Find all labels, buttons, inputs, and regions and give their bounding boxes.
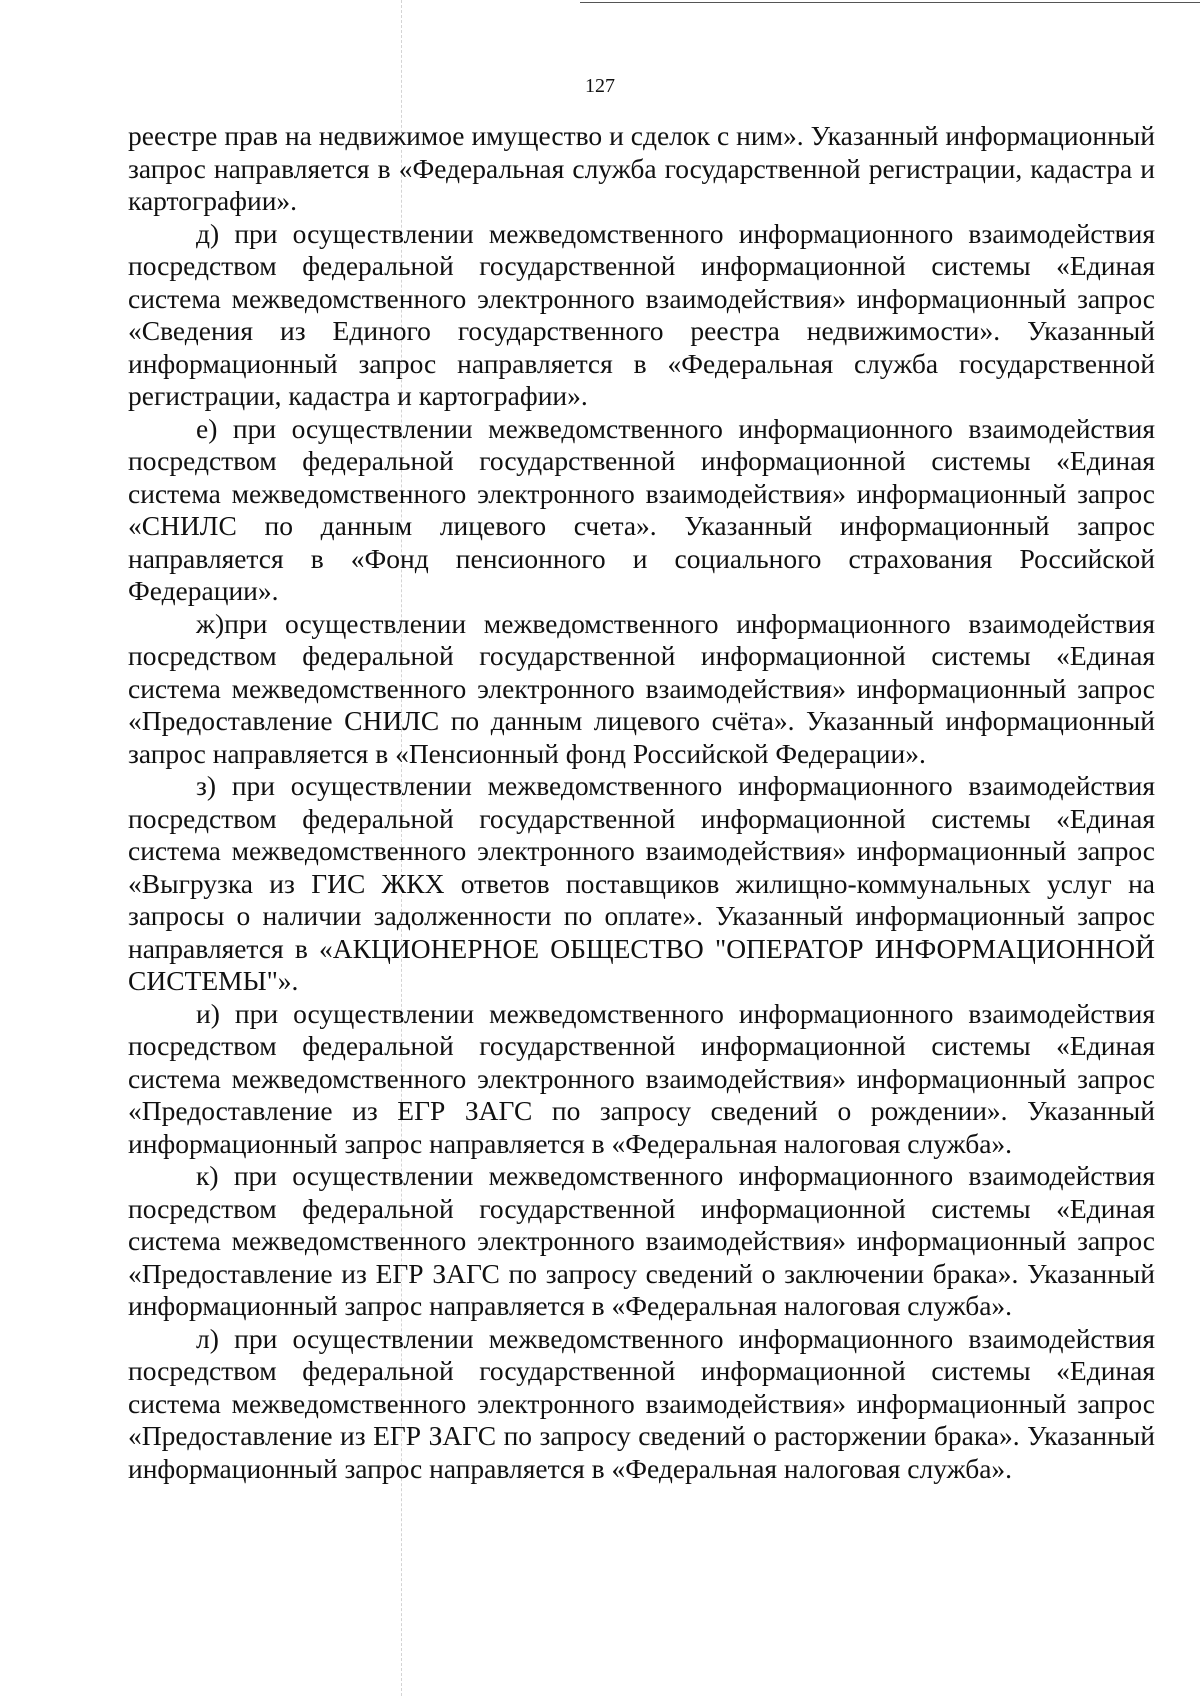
page-number: 127 bbox=[585, 75, 615, 97]
paragraph-item-k: к) при осуществлении межведомственного информационного взаимодействия посредством федеральной государственной информационной системы «Единая система межведомственного электронного взаимодействия» информационный запрос «Предоставление из ЕГР ЗАГС по запросу сведений о заключении брака». Указанный информационный запрос направляется в «Федеральная налоговая служба». bbox=[128, 1160, 1155, 1321]
paragraph-item-l: л) при осуществлении межведомственного информационного взаимодействия посредством федеральной государственной информационной системы «Единая система межведомственного электронного взаимодействия» информационный запрос «Предоставление из ЕГР ЗАГС по запросу сведений о расторжении брака». Указанный информационный запрос направляется в «Федеральная налоговая служба». bbox=[128, 1322, 1155, 1484]
document-body bbox=[128, 120, 1155, 1485]
scan-edge-line bbox=[580, 2, 1200, 3]
paragraph-continuation: реестре прав на недвижимое имущество и сделок с ним». Указанный информационный запрос направляется в «Федеральная служба государственной регистрации, кадастра и картографии». bbox=[128, 120, 1155, 216]
paragraph-item-i: и) при осуществлении межведомственного информационного взаимодействия посредством федеральной государственной информационной системы «Единая система межведомственного электронного взаимодействия» информационный запрос «Предоставление из ЕГР ЗАГС по запросу сведений о рождении». Указанный информационный запрос направляется в «Федеральная налоговая служба». bbox=[128, 997, 1155, 1159]
paragraph-item-e: е) при осуществлении межведомственного информационного взаимодействия посредством федеральной государственной информационной системы «Единая система межведомственного электронного взаимодействия» информационный запрос «СНИЛС по данным лицевого счета». Указанный информационный запрос направляется в «Фонд пенсионного и социального страхования Российской Федерации». bbox=[128, 412, 1155, 606]
paragraph-item-d: д) при осуществлении межведомственного информационного взаимодействия посредством федеральной государственной информационной системы «Единая система межведомственного электронного взаимодействия» информационный запрос «Сведения из Единого государственного реестра недвижимости». Указанный информационный запрос направляется в «Федеральная служба государственной регистрации, кадастра и картографии». bbox=[128, 217, 1155, 411]
paragraph-item-z: з) при осуществлении межведомственного информационного взаимодействия посредством федеральной государственной информационной системы «Единая система межведомственного электронного взаимодействия» информационный запрос «Выгрузка из ГИС ЖКХ ответов поставщиков жилищно-коммунальных услуг на запросы о наличии задолженности по оплате». Указанный информационный запрос направляется в «АКЦИОНЕРНОЕ ОБЩЕСТВО "ОПЕРАТОР ИНФОРМАЦИОННОЙ СИСТЕМЫ"». bbox=[128, 770, 1155, 996]
paragraph-item-zh: ж)при осуществлении межведомственного информационного взаимодействия посредством федеральной государственной информационной системы «Единая система межведомственного электронного взаимодействия» информационный запрос «Предоставление СНИЛС по данным лицевого счёта». Указанный информационный запрос направляется в «Пенсионный фонд Российской Федерации». bbox=[128, 607, 1155, 769]
